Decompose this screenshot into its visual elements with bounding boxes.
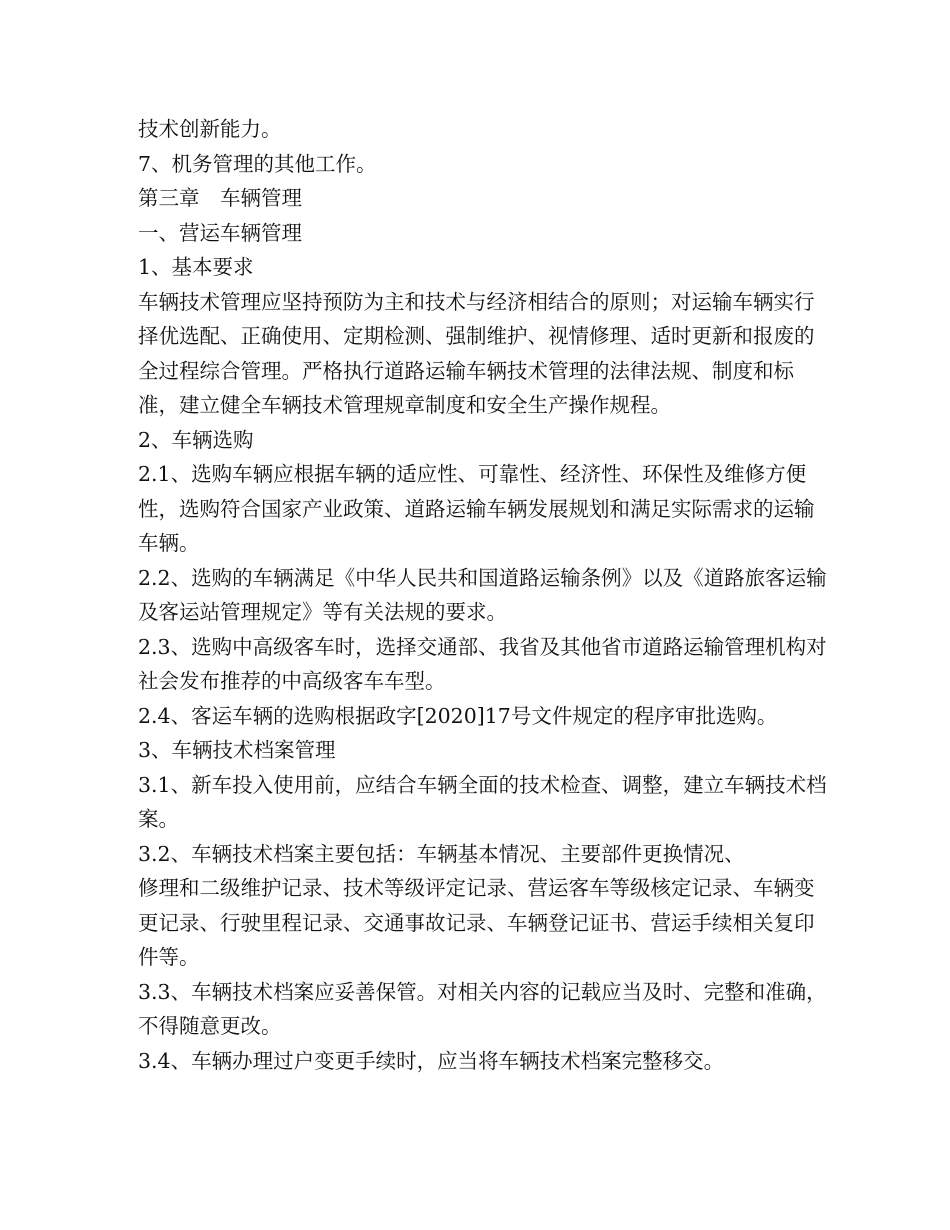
subsection-1-heading: 1、基本要求	[138, 255, 254, 279]
subsection-3-heading: 3、车辆技术档案管理	[138, 738, 336, 762]
paragraph-2-4: 2.4、客运车辆的选购根据政字[2020]17号文件规定的程序审批选购。	[138, 703, 778, 728]
paragraph-2-3: 2.3、选购中高级客车时，选择交通部、我省及其他省市道路运输管理机构对社会发布推荐的中高级客车车型。	[138, 634, 827, 693]
paragraph-3-1: 3.1、新车投入使用前，应结合车辆全面的技术检查、调整，建立车辆技术档案。	[138, 772, 827, 831]
paragraph-item-7: 7、机务管理的其他工作。	[138, 151, 377, 176]
paragraph-3-4: 3.4、车辆办理过户变更手续时，应当将车辆技术档案完整移交。	[138, 1048, 725, 1073]
paragraph-3-3: 3.3、车辆技术档案应妥善保管。对相关内容的记载应当及时、完整和准确，不得随意更改。	[138, 979, 827, 1038]
chapter-3-heading: 第三章 车辆管理	[138, 186, 302, 210]
paragraph-2-2: 2.2、选购的车辆满足《中华人民共和国道路运输条例》以及《道路旅客运输及客运站管理规定》等有关法规的要求。	[138, 565, 827, 624]
paragraph-basic-requirements: 车辆技术管理应坚持预防为主和技术与经济相结合的原则；对运输车辆实行择优选配、正确使用、定期检测、强制维护、视情修理、适时更新和报废的全过程综合管理。严格执行道路运输车辆技术管理的法律法规、制度和标准，建立健全车辆技术管理规章制度和安全生产操作规程。	[138, 289, 815, 417]
paragraph-tech-innovation: 技术创新能力。	[138, 117, 282, 141]
paragraph-3-2: 3.2、车辆技术档案主要包括：车辆基本情况、主要部件更换情况、	[138, 841, 745, 866]
paragraph-3-2-continued: 修理和二级维护记录、技术等级评定记录、营运客车等级核定记录、车辆变更记录、行驶里程记录、交通事故记录、车辆登记证书、营运手续相关复印件等。	[138, 876, 815, 969]
paragraph-2-1: 2.1、选购车辆应根据车辆的适应性、可靠性、经济性、环保性及维修方便性，选购符合国家产业政策、道路运输车辆发展规划和满足实际需求的运输车辆。	[138, 462, 815, 555]
section-1-heading: 一、营运车辆管理	[138, 220, 302, 245]
document-body	[138, 112, 828, 1078]
subsection-2-heading: 2、车辆选购	[138, 427, 254, 452]
